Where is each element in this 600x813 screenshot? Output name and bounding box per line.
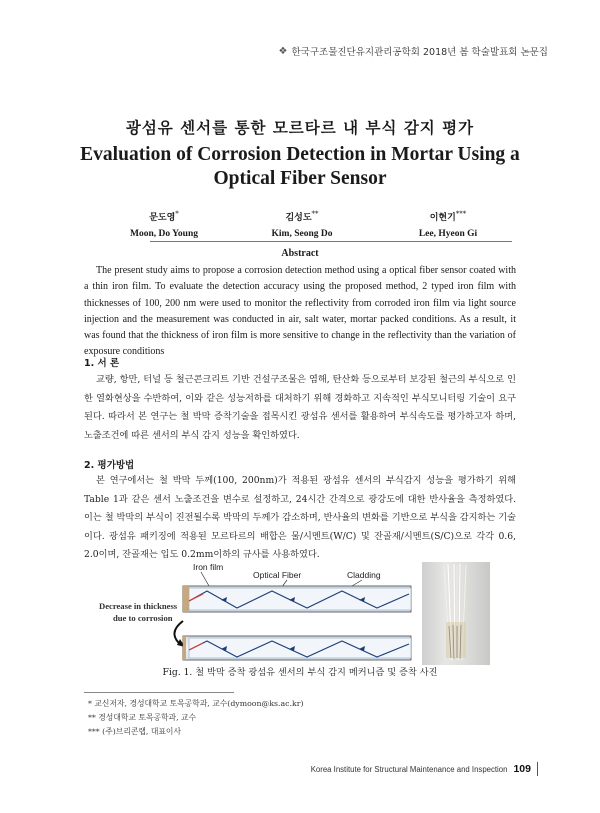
fiber-sensor-photo xyxy=(422,562,490,665)
cladding-label: Cladding xyxy=(347,570,381,580)
title-english: Evaluation of Corrosion Detection in Mortar Using a Optical Fiber Sensor xyxy=(80,144,520,189)
abstract-heading: Abstract xyxy=(281,248,319,259)
author-2 xyxy=(222,206,382,242)
footer-bar xyxy=(537,762,538,776)
footer-org: Korea Institute for Structural Maintenance and Inspection xyxy=(310,764,508,774)
footnote-2: ** 경성대학교 토목공학과, 교수 xyxy=(88,713,197,722)
author-name-en: Kim, Seong Do xyxy=(271,229,333,239)
title-korean: 광섬유 센서를 통한 모르타르 내 부식 감지 평가 xyxy=(125,119,475,137)
author-mark: *** xyxy=(455,210,467,218)
footnote-divider xyxy=(84,692,234,693)
figure-caption: Fig. 1. 철 박막 증착 광섬유 센서의 부식 감지 메커니즘 및 증착 사진 xyxy=(162,667,438,678)
footnote-3: *** (주)브리콘랩, 대표이사 xyxy=(88,727,181,736)
author-name-kr: 문도영 xyxy=(149,213,176,223)
author-mark: * xyxy=(175,210,179,218)
footnote-1: * 교신저자, 경성대학교 토목공학과, 교수(dymoon@ks.ac.kr) xyxy=(88,699,304,708)
author-name-en: Lee, Hyeon Gi xyxy=(418,229,478,239)
page-number: 109 xyxy=(513,763,531,775)
page-footer xyxy=(311,762,538,776)
running-header xyxy=(279,44,548,58)
iron-film-bottom xyxy=(183,636,186,660)
header-text: 한국구조물진단유지관리공학회 2018년 봄 학술발표회 논문집 xyxy=(291,47,548,58)
divider xyxy=(150,241,512,242)
decrease-label-1: Decrease in thickness xyxy=(99,601,178,611)
section-1-text: 교량, 항만, 터널 등 철근콘크리트 기반 건설구조물은 염해, 탄산화 등으로부터 보강된 철근의 부식으로 인한 열화현상을 수반하여, 이와 같은 성능저하를 대처하기 위해 경화하고 지속적인 부식모니터링 기술이 요구된다. 따라서 본 연구는 철 박막 증착기술을 접목시킨 광섬유 센서를 활용하여 부식속도를 평가하고자 하며, 노출조건에 따른 센서의 부식 감지 성능을 확인하였다. xyxy=(84,374,516,441)
author-mark: ** xyxy=(311,210,319,218)
author-name-kr: 이현기 xyxy=(429,213,456,223)
optical-fiber-label: Optical Fiber xyxy=(253,570,302,580)
section-2-text: 본 연구에서는 철 박막 두께(100, 200nm)가 적용된 광섬유 센서의 부식감지 성능을 평가하기 위해 Table 1과 같은 센서 노출조건을 변수로 설정하고, 24시간 간격으로 광강도에 대한 반사율을 측정하였다. 이는 철 박막의 부식이 진전될수록 박막의 두께가 감소하며, 반사율의 변화를 기반으로 부식을 감지하는 기술이다. 광섬유 패키징에 적용된 모르타르의 배합은 물/시멘트(W/C) 및 잔골재/시멘트(S/C)으로 각각 0.6, 2.0이며, 잔골재는 입도 0.2mm이하의 규사를 사용하였다. xyxy=(84,475,516,561)
diamond-bullet-icon: ❖ xyxy=(278,45,288,57)
decrease-label-2: due to corrosion xyxy=(113,613,173,623)
abstract-text: The present study aims to propose a corrosion detection method using a optical fiber sensor coated with a thin iron film. To evaluate the detection accuracy using the proposed method, 2 typed iron film with thicknesses of 100, 200 nm were used to monitor the reflectivity from corroded iron film via light source injection and the measurement was conducted in air, salt water, mortar packed conditions. As a result, it was found that the thickness of iron film is more sensitive to change in the reflectivity than the variation of exposure conditions xyxy=(84,265,516,358)
author-3 xyxy=(368,206,528,242)
section-2-heading: 2. 평가방법 xyxy=(84,460,135,471)
author-1 xyxy=(84,206,244,242)
author-name-kr: 김성도 xyxy=(285,213,312,223)
author-name-en: Moon, Do Young xyxy=(129,229,198,239)
iron-film-top xyxy=(183,586,189,612)
section-1-heading: 1. 서 론 xyxy=(84,358,120,369)
iron-film-label: Iron film xyxy=(193,562,224,572)
